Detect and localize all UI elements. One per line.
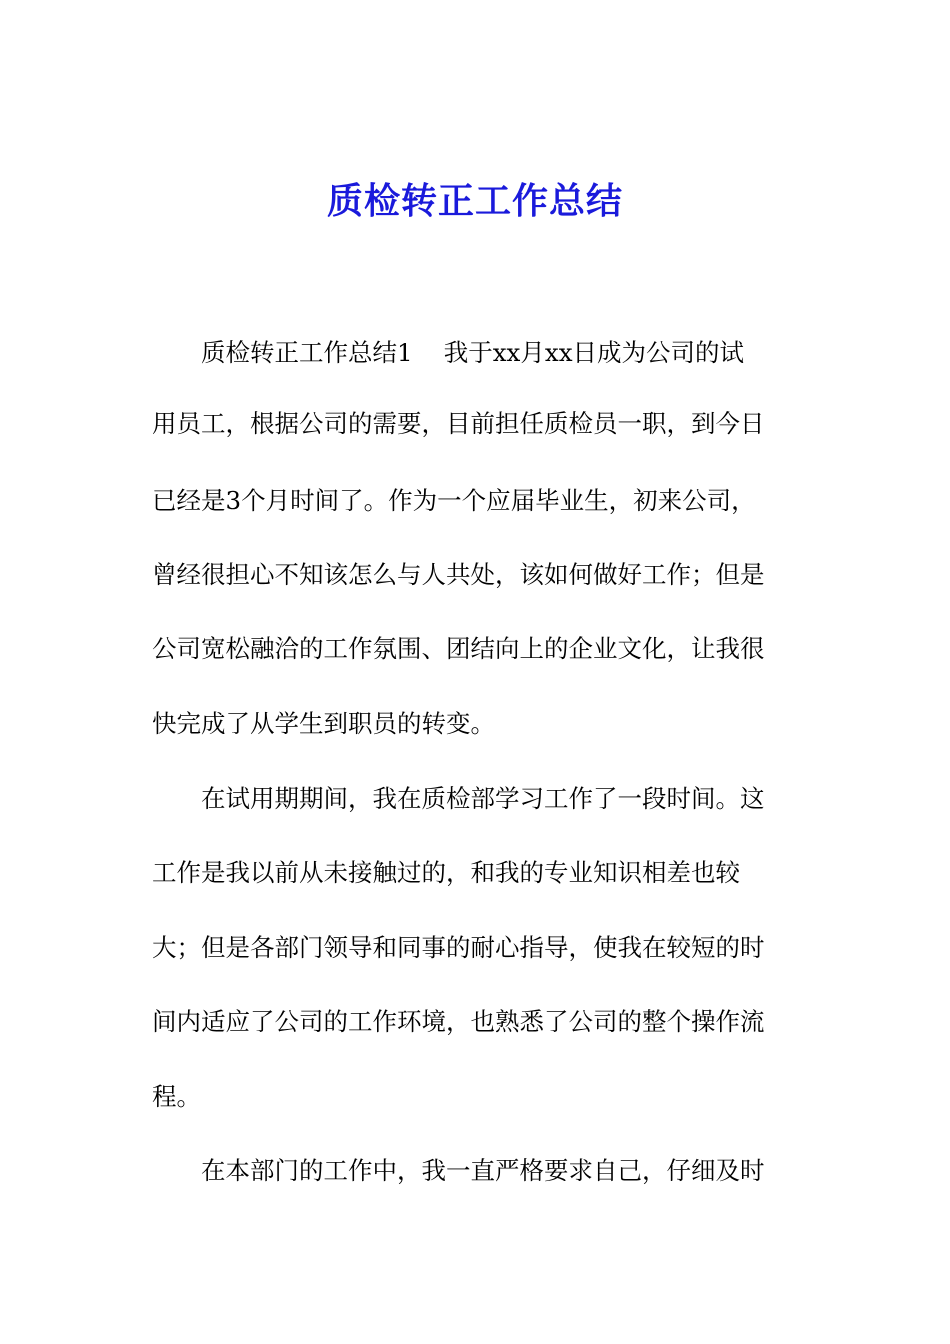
- text-line-8: 工作是我以前从未接触过的，和我的专业知识相差也较: [152, 858, 740, 887]
- text-line-10: 间内适应了公司的工作环境，也熟悉了公司的整个操作流: [152, 1007, 765, 1036]
- text-line-12: 在本部门的工作中，我一直严格要求自己，仔细及时: [201, 1156, 765, 1185]
- text-line-11: 程。: [152, 1082, 201, 1111]
- text-line-6: 快完成了从学生到职员的转变。: [152, 709, 495, 738]
- text-line-5: 公司宽松融洽的工作氛围、团结向上的企业文化，让我很: [152, 634, 765, 663]
- text-line-7: 在试用期期间，我在质检部学习工作了一段时间。这: [201, 784, 765, 813]
- document-title: 质检转正工作总结: [326, 181, 623, 222]
- text-line-9: 大；但是各部门领导和同事的耐心指导，使我在较短的时: [152, 933, 765, 962]
- text-line-1: 质检转正工作总结1 我于xx月xx日成为公司的试: [201, 338, 745, 367]
- text-line-2: 用员工，根据公司的需要，目前担任质检员一职，到今日: [152, 409, 765, 438]
- text-line-3: 已经是3个月时间了。作为一个应届毕业生，初来公司，: [152, 486, 756, 515]
- text-line-4: 曾经很担心不知该怎么与人共处，该如何做好工作；但是: [152, 560, 765, 589]
